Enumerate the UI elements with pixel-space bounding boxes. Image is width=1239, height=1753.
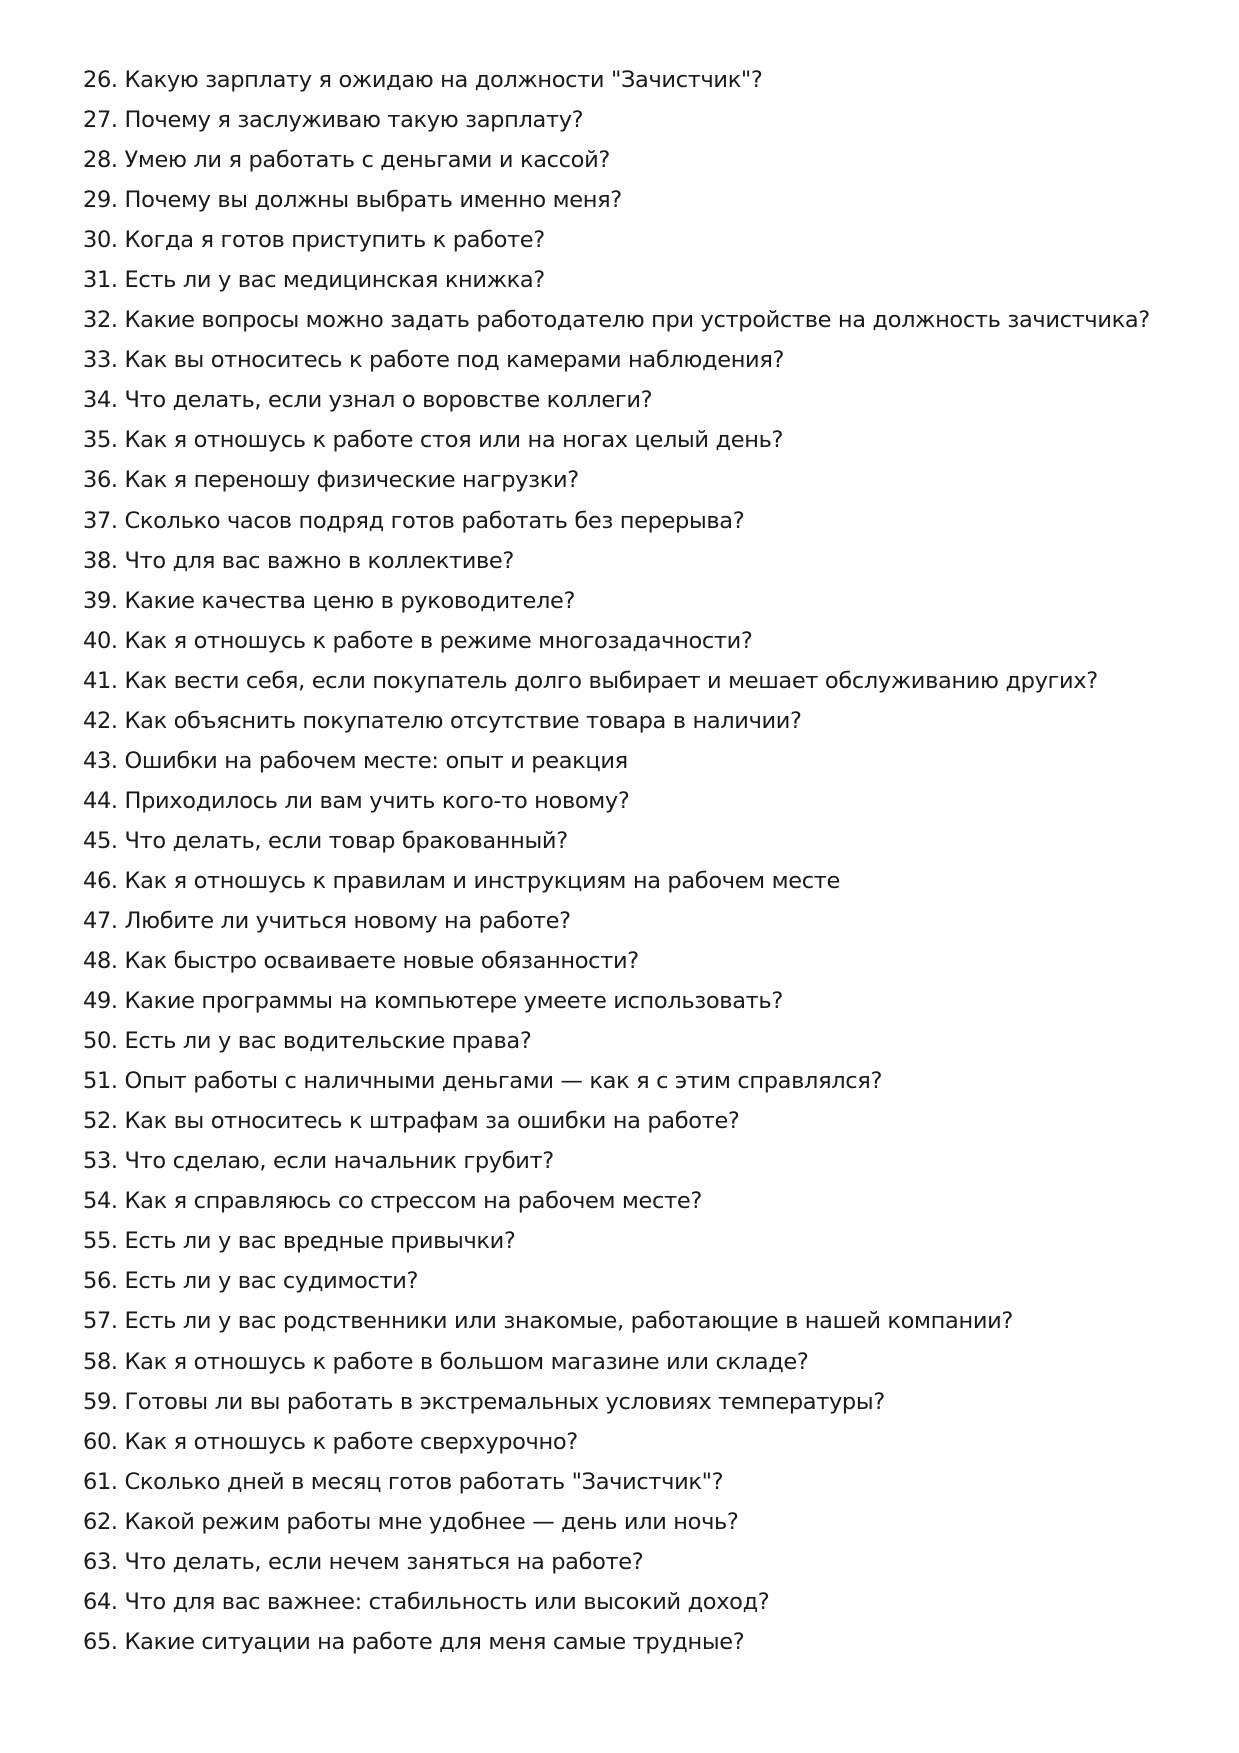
question-item-33: 33. Как вы относитесь к работе под камерами наблюдения?	[83, 347, 785, 374]
question-item-62: 62. Какой режим работы мне удобнее — день или ночь?	[83, 1508, 739, 1535]
question-item-44: 44. Приходилось ли вам учить кого-то новому?	[83, 787, 630, 814]
question-item-28: 28. Умею ли я работать с деньгами и кассой?	[83, 147, 610, 174]
question-item-55: 55. Есть ли у вас вредные привычки?	[83, 1228, 516, 1255]
question-item-37: 37. Сколько часов подряд готов работать без перерыва?	[83, 507, 745, 534]
question-item-40: 40. Как я отношусь к работе в режиме многозадачности?	[83, 627, 753, 654]
question-item-29: 29. Почему вы должны выбрать именно меня?	[83, 187, 622, 214]
question-item-39: 39. Какие качества ценю в руководителе?	[83, 587, 576, 614]
question-item-53: 53. Что сделаю, если начальник грубит?	[83, 1148, 554, 1175]
question-item-30: 30. Когда я готов приступить к работе?	[83, 227, 545, 254]
question-item-27: 27. Почему я заслуживаю такую зарплату?	[83, 107, 584, 134]
question-item-43: 43. Ошибки на рабочем месте: опыт и реакция	[83, 747, 628, 774]
question-item-36: 36. Как я переношу физические нагрузки?	[83, 467, 579, 494]
question-item-34: 34. Что делать, если узнал о воровстве коллеги?	[83, 387, 653, 414]
question-item-41: 41. Как вести себя, если покупатель долго выбирает и мешает обслуживанию других?	[83, 667, 1098, 694]
question-item-38: 38. Что для вас важно в коллективе?	[83, 547, 515, 574]
question-item-48: 48. Как быстро осваиваете новые обязанности?	[83, 948, 639, 975]
question-item-31: 31. Есть ли у вас медицинская книжка?	[83, 267, 545, 294]
question-item-32: 32. Какие вопросы можно задать работодателю при устройстве на должность зачистчика?	[83, 307, 1150, 334]
question-item-46: 46. Как я отношусь к правилам и инструкциям на рабочем месте	[83, 867, 840, 894]
question-item-61: 61. Сколько дней в месяц готов работать "Зачистчик"?	[83, 1468, 724, 1495]
question-item-51: 51. Опыт работы с наличными деньгами — как я с этим справлялся?	[83, 1068, 883, 1095]
question-item-26: 26. Какую зарплату я ожидаю на должности "Зачистчик"?	[83, 67, 763, 93]
question-item-54: 54. Как я справляюсь со стрессом на рабочем месте?	[83, 1188, 702, 1215]
question-item-35: 35. Как я отношусь к работе стоя или на ногах целый день?	[83, 427, 784, 454]
question-item-50: 50. Есть ли у вас водительские права?	[83, 1028, 532, 1055]
question-item-56: 56. Есть ли у вас судимости?	[83, 1268, 419, 1295]
question-item-45: 45. Что делать, если товар бракованный?	[83, 827, 568, 854]
question-item-42: 42. Как объяснить покупателю отсутствие товара в наличии?	[83, 707, 802, 734]
question-item-58: 58. Как я отношусь к работе в большом магазине или складе?	[83, 1348, 809, 1375]
question-item-64: 64. Что для вас важнее: стабильность или высокий доход?	[83, 1588, 770, 1615]
question-item-59: 59. Готовы ли вы работать в экстремальных условиях температуры?	[83, 1388, 885, 1415]
question-item-60: 60. Как я отношусь к работе сверхурочно?	[83, 1428, 578, 1455]
question-item-49: 49. Какие программы на компьютере умеете использовать?	[83, 988, 783, 1015]
question-item-63: 63. Что делать, если нечем заняться на работе?	[83, 1548, 644, 1575]
question-list	[83, 60, 1203, 1662]
question-item-47: 47. Любите ли учиться новому на работе?	[83, 907, 571, 934]
question-item-57: 57. Есть ли у вас родственники или знакомые, работающие в нашей компании?	[83, 1308, 1013, 1335]
question-item-65: 65. Какие ситуации на работе для меня самые трудные?	[83, 1628, 745, 1655]
question-item-52: 52. Как вы относитесь к штрафам за ошибки на работе?	[83, 1108, 740, 1135]
